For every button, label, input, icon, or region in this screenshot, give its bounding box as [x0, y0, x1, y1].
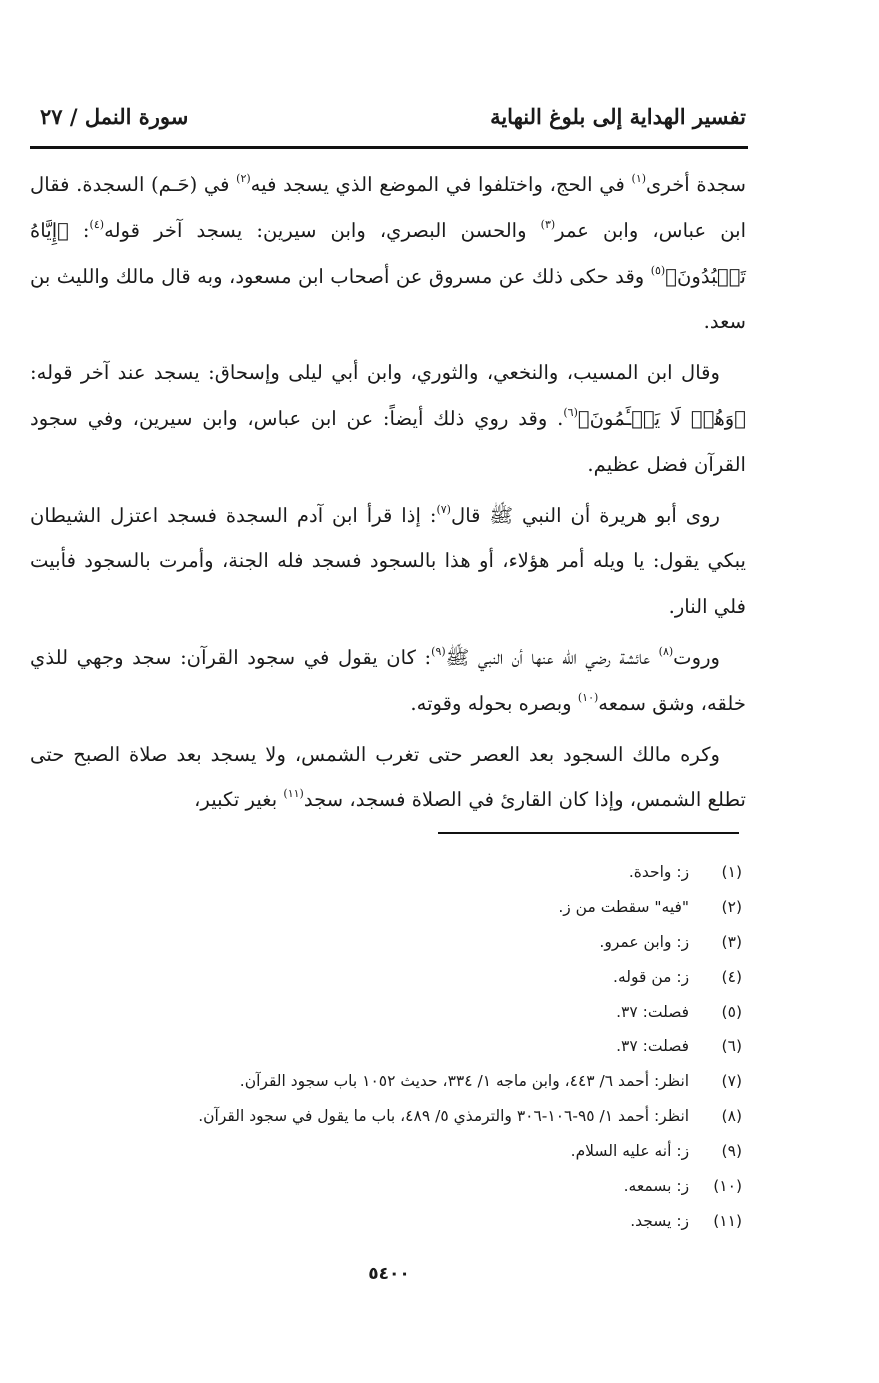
footnote-number: (٦)	[721, 1037, 742, 1056]
text-run: وروت	[673, 645, 721, 669]
footnote-marker: (٧)	[436, 502, 451, 516]
footnote-number: (٣)	[721, 932, 742, 951]
footnote-text: ز: بسمعه.	[623, 1177, 690, 1196]
surah-title: سورة النمل / ٢٧	[40, 104, 189, 129]
footnotes-list	[30, 855, 742, 1239]
text-run: : كان يقول في سجود القرآن: سجد وجهي للذي خلقه، وشق سمعه	[30, 645, 746, 715]
footnote-text: فصلت: ٣٧.	[616, 1002, 690, 1021]
footnote-number: (١٠)	[713, 1177, 742, 1196]
footnote-marker: (١)	[631, 172, 647, 185]
footnote	[30, 855, 742, 890]
running-header	[40, 104, 746, 144]
footnote-marker: (٣)	[540, 217, 556, 231]
text-run: في الحج، واختلفوا في الموضع الذي يسجد فيه	[250, 173, 632, 196]
footnote	[30, 1169, 742, 1204]
text-run: : إذا قرأ ابن آدم السجدة فسجد اعتزل الشيطان يبكي يقول: يا ويله أمر هؤلاء، أو هذا بالسجود فسجد فله الجنة، وأمرت بالسجود فأبيت فلي النار.	[30, 503, 746, 619]
text-run: في (حَـم) السجدة. فقال ابن عباس، وابن عمر	[30, 173, 747, 242]
text-run: وقد حكى ذلك عن مسروق عن أصحاب ابن مسعود، وبه قال مالك والليث بن سعد.	[30, 264, 746, 334]
footnote-number: (٤)	[721, 967, 742, 986]
footnote-marker: (٨)	[658, 644, 674, 658]
footnote-number: (٥)	[721, 1002, 742, 1021]
footnote-number: (٩)	[721, 1142, 742, 1161]
footnote-number: (١)	[721, 863, 742, 881]
main-text	[30, 162, 746, 822]
text-run: وقال ابن المسيب، والنخعي، والثوري، وابن أبي ليلى وإسحاق: يسجد عند آخر قوله: ﴿وَهُمۡ لَا يَسۡـَٔمُونَ﴾	[30, 361, 747, 430]
footnote	[30, 1064, 742, 1099]
footnote-marker: (١١)	[283, 787, 304, 801]
paragraph-2	[30, 350, 746, 487]
footnote	[30, 960, 742, 995]
footnote-number: (١١)	[713, 1211, 742, 1230]
footnote	[30, 1204, 742, 1239]
paragraph-5	[30, 732, 746, 824]
header-rule	[30, 146, 748, 149]
footnote-marker: (٦)	[563, 405, 578, 419]
text-run: وبصره بحوله وقوته.	[410, 691, 578, 715]
footnote-marker: (٢)	[236, 172, 251, 185]
footnote	[30, 1134, 742, 1169]
footnote-text: ز: أنه عليه السلام.	[570, 1142, 690, 1161]
footnote-number: (٨)	[721, 1107, 742, 1126]
text-run: روى أبو هريرة أن النبي ﷺ قال	[450, 503, 721, 527]
footnote	[30, 995, 742, 1030]
text-run: . وقد روي ذلك أيضاً: عن ابن عباس، وابن سيرين، وفي سجود القرآن فضل عظيم.	[30, 406, 746, 476]
footnote-text: ز: يسجد.	[630, 1211, 690, 1230]
footnote-text: ز: واحدة.	[628, 863, 690, 881]
footnote	[30, 925, 742, 960]
footnote	[30, 1029, 742, 1064]
footnote-text: ز: من قوله.	[613, 967, 690, 986]
footnote-number: (٢)	[721, 897, 742, 916]
footnote-marker: (١٠)	[577, 690, 599, 704]
text-run: بغير تكبير،	[194, 788, 284, 812]
paragraph-3	[30, 493, 746, 630]
text-run: وكره مالك السجود بعد العصر حتى تغرب الشمس، ولا يسجد بعد صلاة الصبح حتى تطلع الشمس، وإذا كان القارئ في الصلاة فسجد، سجد	[30, 742, 746, 812]
footnote-marker: (٥)	[650, 263, 666, 277]
footnote-text: فصلت: ٣٧.	[616, 1037, 690, 1056]
text-run: عائشة رضي الله عنها أن النبي ﷺ	[445, 645, 659, 669]
book-title: تفسير الهداية إلى بلوغ النهاية	[490, 104, 746, 129]
text-run: : ﴿إِيَّاهُ تَعۡبُدُونَ﴾	[30, 218, 746, 288]
text-run: والحسن البصري، وابن سيرين: يسجد آخر قوله	[104, 218, 541, 242]
text-run: سجدة أخرى	[646, 173, 746, 196]
footnote-marker: (٩)	[431, 644, 446, 658]
footnote	[30, 890, 742, 925]
footnote-text: انظر: أحمد ٦/ ٤٤٣، وابن ماجه ١/ ٣٣٤، حديث ١٠٥٢ باب سجود القرآن.	[239, 1072, 690, 1091]
footnote-text: "فيه" سقطت من ز.	[558, 897, 690, 916]
page-number: ٥٤٠٠	[368, 1264, 410, 1284]
paragraph-1	[30, 162, 746, 345]
footnote-marker: (٤)	[89, 217, 105, 231]
footnote	[30, 1099, 742, 1134]
footnote-text: ز: وابن عمرو.	[599, 932, 690, 951]
paragraph-4	[30, 635, 746, 727]
footnote-rule	[438, 832, 739, 834]
footnote-number: (٧)	[721, 1072, 742, 1091]
footnote-text: انظر: أحمد ١/ ٩٥-١٠٦-٣٠٦ والترمذي ٥/ ٤٨٩، باب ما يقول في سجود القرآن.	[198, 1107, 690, 1126]
